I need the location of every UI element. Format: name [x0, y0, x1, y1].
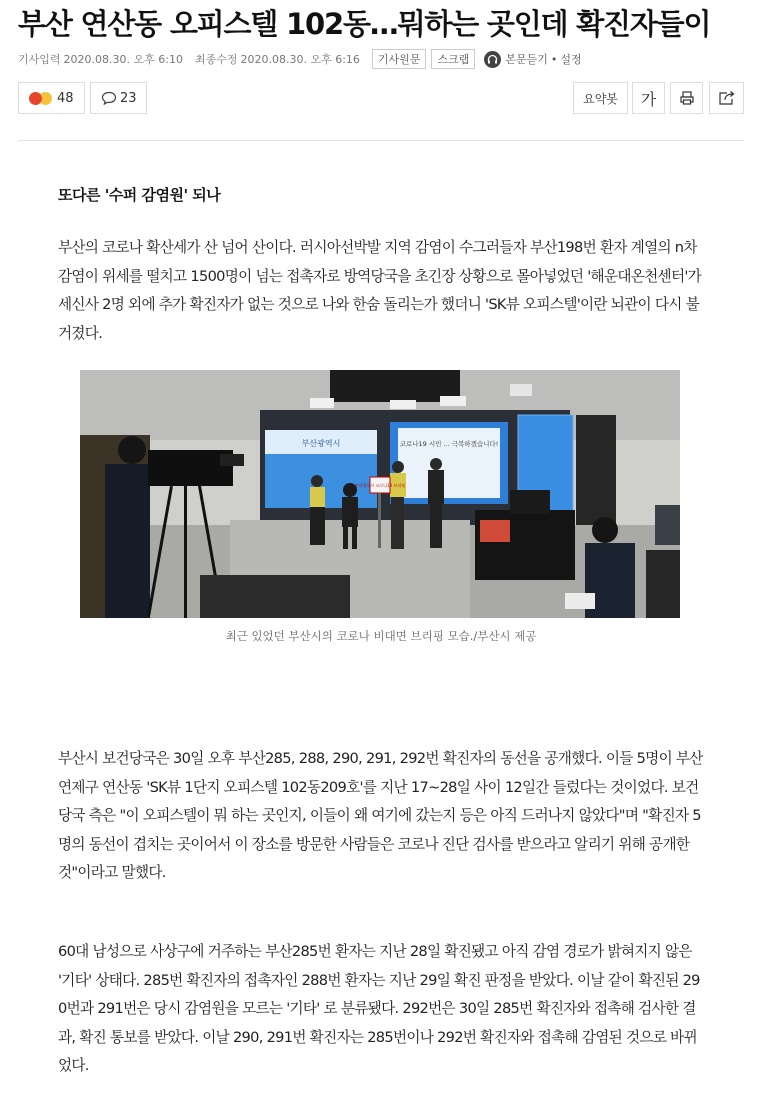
angry-emoji-icon [29, 92, 42, 105]
paragraph-3: 60대 남성으로 사상구에 거주하는 부산285번 환자는 지난 28일 확진됐고 아직 감염 경로가 밝혀지지 않은 '기타' 상태다. 285번 확진자의 접촉자인 288번 환자는 지난 29일 확진 판정을 받았다. 이날 같이 확진된 290번과 291번은 당시 감염원을 모르는 '기타' 로 분류됐다. 292번은 30일 285번 확진자와 접촉해 검사한 결과, 확진 통보를 받았다. 이날 290, 291번 확진자는 285번이나 292번 확진자와 접촉해 감염된 것으로 바뀌었다. [58, 943, 700, 1075]
briefing-photo [80, 370, 680, 618]
paragraph-1: 부산의 코로나 확산세가 산 넘어 산이다. 러시아선박발 지역 감염이 수그러들자 부산198번 환자 계열의 n차 감염이 위세를 떨치고 1500명이 넘는 접촉자로 방역당국을 초긴장 상황으로 몰아넣었던 '해운대온천센터'가 세신사 2명 외에 추가 확진자가 없는 것으로 나와 한숨 돌리는가 했더니 'SK뷰 오피스텔'이란 뇌관이 다시 불거졌다. [58, 239, 702, 342]
share-button[interactable] [709, 82, 744, 114]
comment-button[interactable] [90, 82, 147, 114]
paragraph-2: 부산시 보건당국은 30일 오후 부산285, 288, 290, 291, 292번 확진자의 동선을 공개했다. 이들 5명이 부산 연제구 연산동 'SK뷰 1단지 오피스텔 102동209호'를 지난 17~28일 사이 12일간 들렀다는 것이었다. 보건당국 측은 "이 오피스텔이 뭐 하는 곳인지, 이들이 왜 여기에 갔는지 등은 아직 드러나지 않았다"며 "확진자 5명의 동선이 겹치는 곳이어서 이 장소를 방문한 사람들은 코로나 진단 검사를 받으라고 알리기 위해 공개한 것"이라고 말했다. [58, 750, 703, 882]
listen-label: 본문듣기 [505, 53, 548, 66]
print-button[interactable] [670, 82, 703, 114]
font-size-button[interactable]: 가 [632, 82, 665, 114]
headphone-icon [484, 51, 501, 68]
listen-button[interactable]: 본문듣기 • 설정 [484, 51, 581, 68]
summary-bot-button[interactable]: 요약봇 [573, 82, 628, 114]
article-subheading: 또다른 '수퍼 감염원' 되나 [58, 186, 221, 204]
scrap-button[interactable]: 스크랩 [431, 49, 475, 69]
emotion-button[interactable] [18, 82, 85, 114]
emotion-count: 48 [57, 90, 74, 106]
comment-count: 23 [120, 90, 137, 106]
update-time: 2020.08.30. 오후 6:16 [240, 53, 360, 66]
settings-link[interactable]: 설정 [560, 53, 582, 66]
print-icon [679, 90, 695, 106]
input-time: 2020.08.30. 오후 6:10 [63, 53, 183, 66]
update-label: 최종수정 [194, 53, 238, 66]
comment-icon [101, 91, 117, 106]
screen-left-text: 부산광역시 [301, 439, 341, 448]
share-icon [718, 90, 736, 106]
article-meta [18, 50, 582, 68]
screen-right-text: 코로나19 시민 ... 극복하겠습니다! [399, 440, 499, 448]
header-divider [18, 140, 744, 141]
article-title: 부산 연산동 오피스텔 102동…뭐하는 곳인데 확진자들이 [18, 7, 711, 41]
original-article-button[interactable]: 기사원문 [372, 49, 427, 69]
article-photo [80, 370, 680, 618]
input-label: 기사입력 [18, 53, 61, 66]
photo-caption: 최근 있었던 부산시의 코로나 비대면 브리핑 모습./부산시 제공 [225, 629, 537, 643]
briefing-sign-text: 부산광역시 코로나19 브리핑 [354, 483, 406, 488]
